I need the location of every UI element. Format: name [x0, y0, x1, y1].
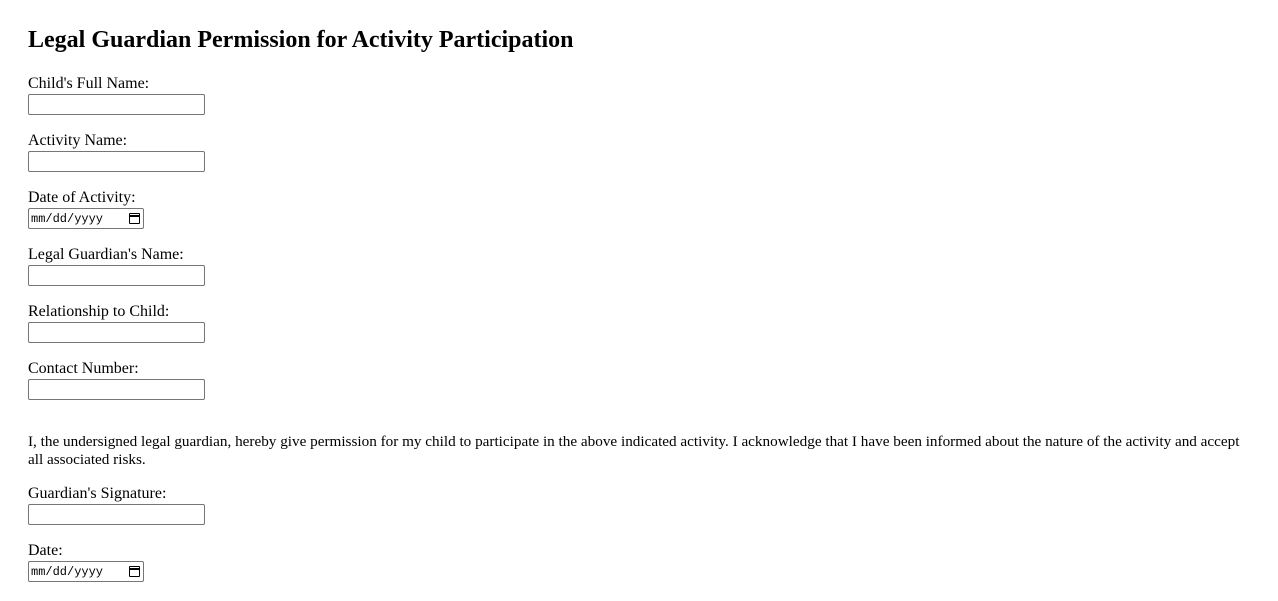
- activity-date-placeholder: mm/dd/yyyy: [31, 211, 104, 226]
- activity-date-field: [28, 189, 144, 229]
- signature-input[interactable]: [28, 504, 205, 525]
- date-input[interactable]: [28, 561, 144, 582]
- activity-name-label: Activity Name:: [28, 132, 128, 149]
- relationship-input[interactable]: [28, 322, 205, 343]
- calendar-icon[interactable]: [129, 213, 140, 224]
- contact-number-input[interactable]: [28, 379, 205, 400]
- guardian-name-label: Legal Guardian's Name:: [28, 246, 184, 263]
- relationship-field: [28, 303, 205, 343]
- signature-label: Guardian's Signature:: [28, 485, 167, 502]
- child-name-input[interactable]: [28, 94, 205, 115]
- activity-date-input[interactable]: [28, 208, 144, 229]
- calendar-icon[interactable]: [129, 566, 140, 577]
- guardian-name-input[interactable]: [28, 265, 205, 286]
- activity-name-field: [28, 132, 205, 172]
- child-name-field: [28, 75, 205, 115]
- date-label: Date:: [28, 542, 63, 559]
- contact-number-field: [28, 360, 205, 400]
- contact-number-label: Contact Number:: [28, 360, 139, 377]
- permission-statement: I, the undersigned legal guardian, hereby give permission for my child to participate in the above indicated activity. I acknowledge that I have been informed about the nature of the activity and accept all associated risks.: [28, 433, 1240, 468]
- relationship-label: Relationship to Child:: [28, 303, 170, 320]
- child-name-label: Child's Full Name:: [28, 75, 150, 92]
- signature-field: [28, 485, 205, 525]
- page-title: Legal Guardian Permission for Activity Participation: [28, 27, 574, 53]
- activity-name-input[interactable]: [28, 151, 205, 172]
- guardian-name-field: [28, 246, 205, 286]
- date-placeholder: mm/dd/yyyy: [31, 564, 104, 579]
- activity-date-label: Date of Activity:: [28, 189, 136, 206]
- date-field: [28, 542, 144, 582]
